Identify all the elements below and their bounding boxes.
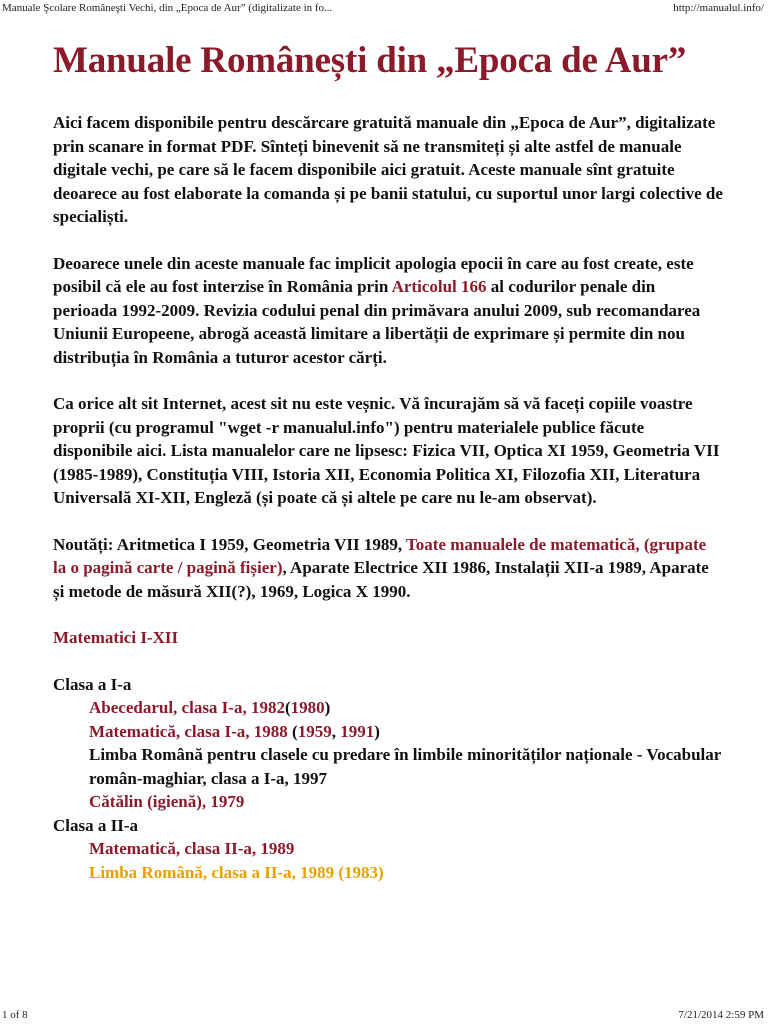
matematica-1-link[interactable]: Matematică, clasa I-a, 1988 [89, 721, 288, 741]
articolul-166-link[interactable]: Articolul 166 [391, 277, 487, 296]
catalin-link[interactable]: Cătălin (igienă), 1979 [89, 792, 245, 811]
article-text-after: al codurilor penale din perioada 1992-2009. Revizia codului penal din primăvara anului 2009, sub recomandarea Uniunii Europeene, abrogă această limitare a libertății de exprimare și permite din nou distribuția în România a tuturor acestor cărți. [53, 277, 701, 367]
list-item-matematica-1: Matematică, clasa I-a, 1988 (1959, 1991) [89, 721, 380, 741]
print-header-url: http://manualul.info/ [673, 2, 764, 14]
matematica-1-alt2-link[interactable]: 1991 [340, 721, 375, 741]
section-title-matematici[interactable] [53, 626, 723, 650]
class-1-heading: Clasa a I-a [53, 674, 132, 694]
class-list [53, 673, 723, 885]
article-paragraph [53, 252, 723, 370]
limba-romana-2-link[interactable]: Limba Română, clasa a II-a, 1989 (1983) [89, 862, 384, 882]
page-counter: 1 of 8 [2, 1009, 28, 1021]
news-paragraph [53, 533, 723, 604]
print-footer [0, 1007, 768, 1025]
print-header-title: Manuale Şcolare Româneşti Vechi, din „Epoca de Aur” (digitalizate in fo... [2, 2, 333, 14]
list-item-catalin [89, 790, 723, 814]
matematici-link[interactable]: Matematici I-XII [53, 628, 179, 647]
class-2-heading: Clasa a II-a [53, 815, 139, 835]
intro-paragraph: Aici facem disponibile pentru descărcare gratuită manuale din „Epoca de Aur”, digitalizate prin scanare in format PDF. Sînteți binevenit să ne transmiteți și alte astfel de manuale digitale vechi, pe care să le facem disponibile aici gratuit. Aceste manuale sînt gratuite deoarece au fost elaborate la comanda și pe banii statului, cu suportul unor largi colective de specialiști. [53, 113, 723, 226]
print-header [0, 0, 768, 18]
news-text-before: Aritmetica I 1959, Geometria VII 1989, [113, 534, 407, 554]
print-datetime: 7/21/2014 2:59 PM [678, 1009, 764, 1021]
list-item-limba-romana-minoritati: Limba Română pentru clasele cu predare în limbile minorităților naționale - Vocabular român-maghiar, clasa a I-a, 1997 [89, 745, 722, 788]
news-label: Noutăți: [53, 534, 114, 554]
all-math-books-link[interactable]: Toate manualele de matematică, (grupate la o pagină carte / pagină fișier) [53, 534, 707, 577]
abecedar-link[interactable]: Abecedarul, clasa I-a, 1982 [89, 698, 285, 717]
matematica-2-link[interactable]: Matematică, clasa II-a, 1989 [89, 839, 295, 858]
mirror-paragraph: Ca orice alt sit Internet, acest sit nu este veșnic. Vă încurajăm să vă faceți copiile voastre proprii (cu programul "wget -r manualul.info") pentru materialele publice făcute disponibile aici. Lista manualelor care ne lipsesc: Fizica VII, Optica XI 1959, Geometria VII (1985-1989), Constituția VIII, Istoria XII, Economia Politica XI, Filozofia XII, Literatura Universală XI-XII, Engleză (și poate că și altele pe care nu le-am observat). [53, 394, 720, 507]
list-item-abecedar: Abecedarul, clasa I-a, 1982(1980) [89, 698, 331, 717]
abecedar-alt-link[interactable]: 1980 [290, 698, 325, 717]
main-content [53, 40, 723, 884]
news-text-after: , Aparate Electrice XII 1986, Instalații XII-a 1989, Aparate și metode de măsură XII(?), 1969, Logica X 1990. [53, 558, 709, 601]
list-item-limba-romana-2 [89, 861, 723, 885]
list-item-matematica-2 [89, 837, 723, 861]
page-title: Manuale Românești din „Epoca de Aur” [53, 40, 687, 81]
matematica-1-alt1-link[interactable]: 1959 [297, 721, 332, 741]
article-text-before: Deoarece unele din aceste manuale fac implicit apologia epocii în care au fost create, este posibil că ele au fost interzise în România prin [53, 253, 694, 296]
